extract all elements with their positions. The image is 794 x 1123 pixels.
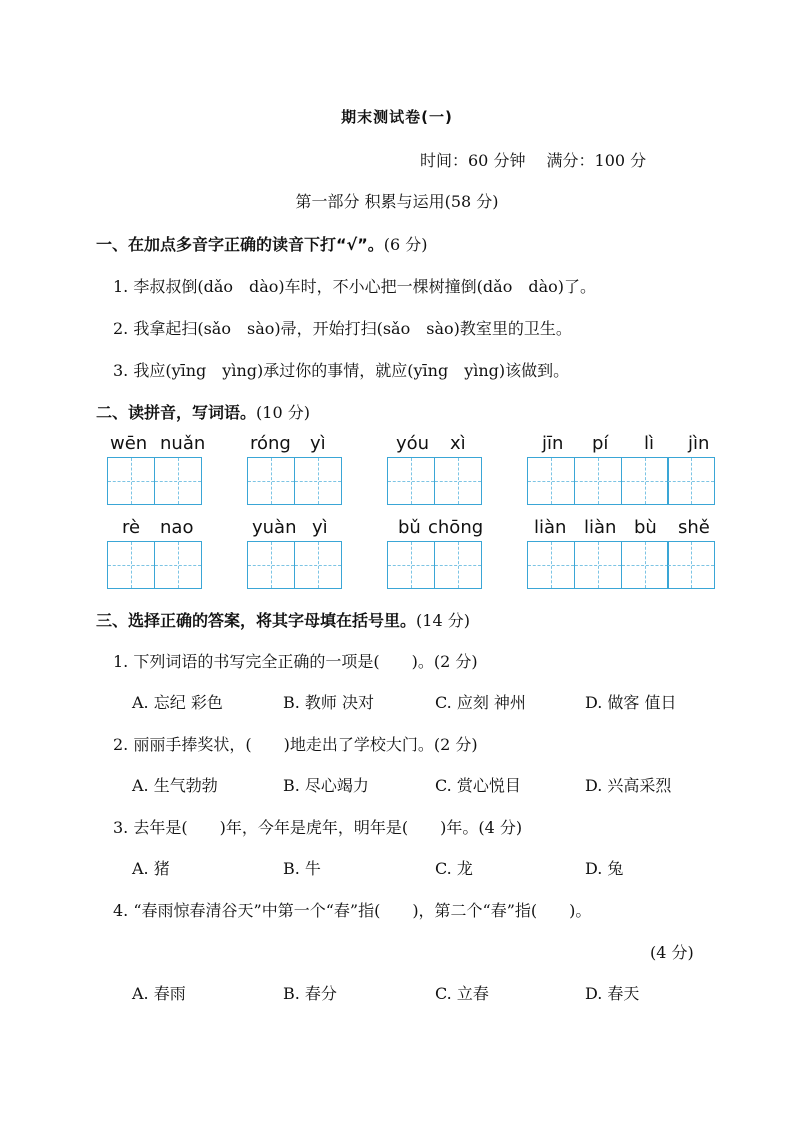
pinyin-group-3 xyxy=(390,433,490,513)
writing-grid xyxy=(247,457,342,505)
pinyin: liàn xyxy=(584,517,617,538)
pinyin-group-7 xyxy=(390,517,490,597)
s1-item-1: 1. 李叔叔倒(dǎo dào)车时，不小心把一棵树撞倒(dǎo dào)了。 xyxy=(113,277,596,296)
pinyin-group-8 xyxy=(530,517,730,597)
pinyin: rè xyxy=(122,517,141,538)
writing-cell[interactable] xyxy=(294,541,342,589)
pinyin: bù xyxy=(634,517,657,538)
s3-q1-option-d: D. 做客 值日 xyxy=(585,693,677,712)
s3-q3-stem: 3. 去年是( )年，今年是虎年，明年是( )年。(4 分) xyxy=(113,818,523,837)
s3-q4-option-a: A. 春雨 xyxy=(132,984,186,1003)
s3-q2-option-c: C. 赏心悦目 xyxy=(435,776,521,795)
s3-q3-option-c: C. 龙 xyxy=(435,859,473,878)
section-3-heading xyxy=(96,608,470,631)
pinyin-group-2 xyxy=(250,433,350,513)
pinyin: yì xyxy=(310,433,326,454)
s3-q2-option-a: A. 生气勃勃 xyxy=(132,776,218,795)
pinyin-group-4 xyxy=(530,433,730,513)
exam-title: 期末测试卷(一) xyxy=(341,108,453,126)
section-1-score: (6 分) xyxy=(383,235,428,254)
writing-cell[interactable] xyxy=(527,541,575,589)
section-3-heading-text: 三、选择正确的答案，将其字母填在括号里。 xyxy=(96,611,417,630)
pinyin: jīn xyxy=(542,433,564,454)
s1-item-3: 3. 我应(yīng yìng)承过你的事情，就应(yīng yìng)该做到。 xyxy=(113,361,570,380)
pinyin: róng xyxy=(250,433,291,454)
s3-q4-option-d: D. 春天 xyxy=(585,984,640,1003)
writing-grid xyxy=(107,541,202,589)
s3-q2-option-d: D. 兴高采烈 xyxy=(585,776,672,795)
section-3-score: (14 分) xyxy=(416,611,470,630)
pinyin: wēn xyxy=(110,433,148,454)
s3-q4-stem: 4. “春雨惊春清谷天”中第一个“春”指( )，第二个“春”指( )。 xyxy=(113,901,592,920)
pinyin: shě xyxy=(678,517,710,538)
writing-grid xyxy=(247,541,342,589)
s3-q3-option-d: D. 兔 xyxy=(585,859,624,878)
section-2-score: (10 分) xyxy=(256,403,310,422)
s3-q1-stem: 1. 下列词语的书写完全正确的一项是( )。(2 分) xyxy=(113,652,478,671)
writing-cell[interactable] xyxy=(434,457,482,505)
s3-q2-stem: 2. 丽丽手捧奖状，( )地走出了学校大门。(2 分) xyxy=(113,735,478,754)
pinyin: pí xyxy=(592,433,609,454)
part-title: 第一部分 积累与运用(58 分) xyxy=(295,192,499,211)
writing-cell[interactable] xyxy=(387,541,435,589)
s3-q3-option-b: B. 牛 xyxy=(283,859,321,878)
writing-grid xyxy=(387,457,482,505)
writing-cell[interactable] xyxy=(247,541,295,589)
s3-q2-option-b: B. 尽心竭力 xyxy=(283,776,369,795)
section-2-heading xyxy=(96,400,310,423)
pinyin: lì xyxy=(644,433,655,454)
time-and-score: 时间：60 分钟 满分：100 分 xyxy=(420,151,647,170)
writing-cell[interactable] xyxy=(574,541,622,589)
pinyin: xì xyxy=(450,433,466,454)
pinyin: chōng xyxy=(428,517,484,538)
pinyin: bǔ xyxy=(398,517,421,538)
s3-q1-option-b: B. 教师 决对 xyxy=(283,693,375,712)
pinyin: jìn xyxy=(688,433,710,454)
writing-cell[interactable] xyxy=(107,541,155,589)
pinyin-group-5 xyxy=(110,517,210,597)
pinyin-group-6 xyxy=(250,517,350,597)
writing-cell[interactable] xyxy=(107,457,155,505)
section-2-heading-text: 二、读拼音，写词语。 xyxy=(96,403,257,422)
pinyin: yóu xyxy=(396,433,430,454)
s3-q4-option-c: C. 立春 xyxy=(435,984,489,1003)
writing-cell[interactable] xyxy=(574,457,622,505)
s3-q3-option-a: A. 猪 xyxy=(132,859,170,878)
s3-q1-option-c: C. 应刻 神州 xyxy=(435,693,526,712)
writing-cell[interactable] xyxy=(294,457,342,505)
writing-cell[interactable] xyxy=(621,457,669,505)
writing-cell[interactable] xyxy=(667,541,715,589)
writing-grid xyxy=(527,457,715,505)
section-1-heading-text: 一、在加点多音字正确的读音下打“√”。 xyxy=(96,235,384,254)
pinyin-group-1 xyxy=(110,433,210,513)
pinyin: nuǎn xyxy=(160,433,206,454)
s1-item-2: 2. 我拿起扫(sǎo sào)帚，开始打扫(sǎo sào)教室里的卫生。 xyxy=(113,319,572,338)
writing-cell[interactable] xyxy=(154,541,202,589)
s3-q4-score: (4 分) xyxy=(650,943,694,962)
section-1-heading xyxy=(96,232,427,255)
s3-q1-option-a: A. 忘纪 彩色 xyxy=(132,693,223,712)
writing-cell[interactable] xyxy=(527,457,575,505)
writing-cell[interactable] xyxy=(154,457,202,505)
writing-cell[interactable] xyxy=(387,457,435,505)
writing-cell[interactable] xyxy=(434,541,482,589)
s3-q4-option-b: B. 春分 xyxy=(283,984,337,1003)
pinyin: yì xyxy=(312,517,328,538)
writing-grid xyxy=(527,541,715,589)
writing-grid xyxy=(387,541,482,589)
writing-grid xyxy=(107,457,202,505)
pinyin: liàn xyxy=(534,517,567,538)
pinyin: yuàn xyxy=(252,517,297,538)
pinyin: nao xyxy=(160,517,194,538)
writing-cell[interactable] xyxy=(247,457,295,505)
writing-cell[interactable] xyxy=(621,541,669,589)
writing-cell[interactable] xyxy=(667,457,715,505)
